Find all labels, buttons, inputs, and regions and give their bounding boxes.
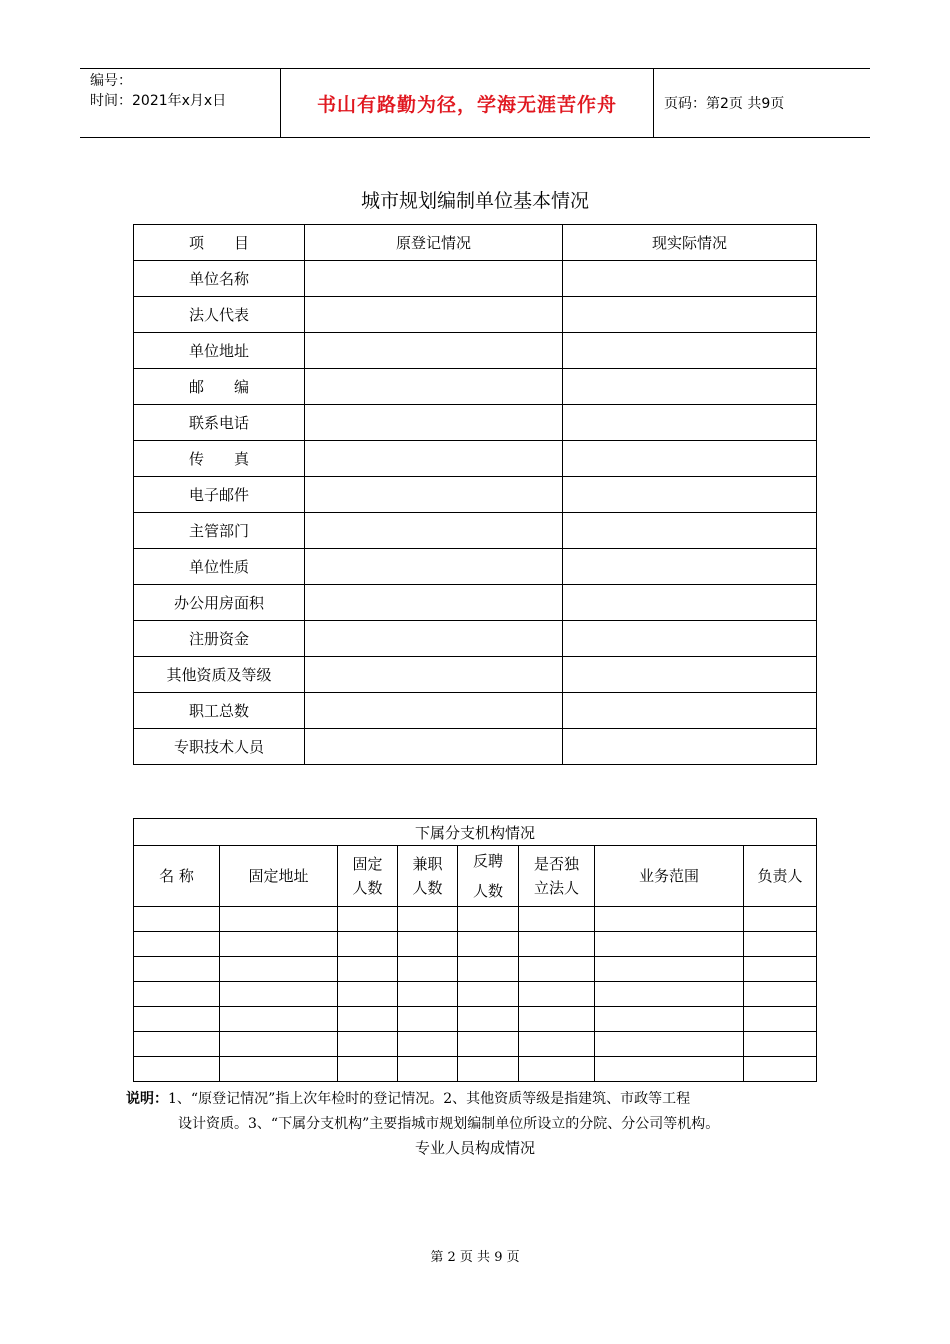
table-row <box>134 477 817 513</box>
row-label: 传 真 <box>134 441 305 477</box>
row-label: 主管部门 <box>134 513 305 549</box>
current-cell[interactable] <box>563 585 817 621</box>
original-cell[interactable] <box>305 585 563 621</box>
original-cell[interactable] <box>305 369 563 405</box>
row-label: 其他资质及等级 <box>134 657 305 693</box>
table-row <box>134 1007 817 1032</box>
row-label: 单位性质 <box>134 549 305 585</box>
page-header <box>80 68 870 138</box>
table-row <box>134 261 817 297</box>
table-row <box>134 957 817 982</box>
note-label: 说明： <box>126 1091 168 1107</box>
current-cell[interactable] <box>563 549 817 585</box>
branch-institutions-table <box>133 818 817 1082</box>
row-label: 专职技术人员 <box>134 729 305 765</box>
basic-info-table <box>133 224 817 765</box>
current-cell[interactable] <box>563 513 817 549</box>
row-label: 职工总数 <box>134 693 305 729</box>
current-cell[interactable] <box>563 477 817 513</box>
header-cell-current: 现实际情况 <box>563 225 817 261</box>
original-cell[interactable] <box>305 441 563 477</box>
current-cell[interactable] <box>563 405 817 441</box>
original-cell[interactable] <box>305 549 563 585</box>
table-row <box>134 907 817 932</box>
row-label: 联系电话 <box>134 405 305 441</box>
table-row <box>134 369 817 405</box>
current-cell[interactable] <box>563 621 817 657</box>
table-row <box>134 693 817 729</box>
table-row <box>134 657 817 693</box>
current-cell[interactable] <box>563 657 817 693</box>
table-row <box>134 549 817 585</box>
original-cell[interactable] <box>305 693 563 729</box>
header-cell-rehired: 反聘人数 <box>458 846 519 907</box>
header-cell-original: 原登记情况 <box>305 225 563 261</box>
time-label: 时间：2021年x月x日 <box>90 93 227 109</box>
current-cell[interactable] <box>563 333 817 369</box>
header-cell-independent-legal: 是否独立法人 <box>519 846 595 907</box>
note-line-1: 1、“原登记情况”指上次年检时的登记情况。2、其他资质等级是指建筑、市政等工程 <box>168 1091 691 1107</box>
original-cell[interactable] <box>305 405 563 441</box>
header-cell-name: 名 称 <box>134 846 220 907</box>
table-row <box>134 982 817 1007</box>
row-label: 单位名称 <box>134 261 305 297</box>
table-row <box>134 441 817 477</box>
table-row <box>134 729 817 765</box>
header-motto: 书山有路勤为径，学海无涯苦作舟 <box>280 69 654 137</box>
original-cell[interactable] <box>305 333 563 369</box>
page-title: 城市规划编制单位基本情况 <box>360 190 589 212</box>
original-cell[interactable] <box>305 621 563 657</box>
row-label: 注册资金 <box>134 621 305 657</box>
header-meta <box>80 69 280 137</box>
current-cell[interactable] <box>563 693 817 729</box>
original-cell[interactable] <box>305 297 563 333</box>
original-cell[interactable] <box>305 261 563 297</box>
section-subtitle: 专业人员构成情况 <box>414 1139 535 1157</box>
table-row <box>134 1057 817 1082</box>
original-cell[interactable] <box>305 477 563 513</box>
header-cell-fixed-staff: 固定人数 <box>338 846 398 907</box>
table-row <box>134 932 817 957</box>
row-label: 电子邮件 <box>134 477 305 513</box>
page-footer: 第 2 页 共 9 页 <box>430 1250 520 1265</box>
table-row <box>134 405 817 441</box>
current-cell[interactable] <box>563 441 817 477</box>
branch-table-caption: 下属分支机构情况 <box>134 819 817 846</box>
original-cell[interactable] <box>305 729 563 765</box>
current-cell[interactable] <box>563 297 817 333</box>
table-row <box>134 1032 817 1057</box>
row-label: 邮 编 <box>134 369 305 405</box>
header-page-label: 页码：第2页 共9页 <box>664 96 785 112</box>
current-cell[interactable] <box>563 261 817 297</box>
table-row <box>134 333 817 369</box>
row-label: 单位地址 <box>134 333 305 369</box>
number-label: 编号： <box>90 73 132 89</box>
header-cell-business-scope: 业务范围 <box>595 846 744 907</box>
original-cell[interactable] <box>305 657 563 693</box>
table-row <box>134 513 817 549</box>
row-label: 办公用房面积 <box>134 585 305 621</box>
original-cell[interactable] <box>305 513 563 549</box>
current-cell[interactable] <box>563 369 817 405</box>
header-cell-person-in-charge: 负责人 <box>744 846 817 907</box>
table-row <box>134 297 817 333</box>
explanatory-note <box>126 1087 846 1137</box>
table-row <box>134 621 817 657</box>
table-row <box>134 585 817 621</box>
note-line-2: 设计资质。3、“下属分支机构”主要指城市规划编制单位所设立的分院、分公司等机构。 <box>178 1116 720 1132</box>
current-cell[interactable] <box>563 729 817 765</box>
header-cell-part-time: 兼职人数 <box>398 846 458 907</box>
header-cell-address: 固定地址 <box>220 846 338 907</box>
header-cell-item: 项 目 <box>134 225 305 261</box>
row-label: 法人代表 <box>134 297 305 333</box>
